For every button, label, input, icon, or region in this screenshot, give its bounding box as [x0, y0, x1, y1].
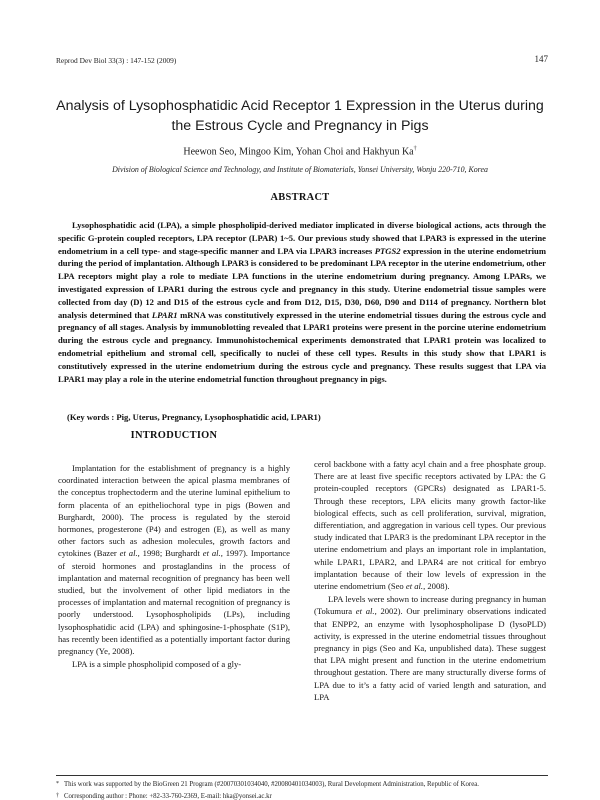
footnote-divider — [56, 775, 548, 776]
intro-paragraph-2-continued — [314, 458, 546, 592]
intro-paragraph-1 — [58, 462, 290, 657]
footnote-text: This work was supported by the BioGreen 21 Program (#20070301034040, #20080401034003), Rural Development Administration, Republic of Korea. — [64, 781, 479, 788]
paper-title — [40, 96, 560, 136]
running-head: Reprod Dev Biol 33(3) : 147-152 (2009) — [56, 56, 177, 65]
intro-paragraph-2-start: LPA is a simple phospholipid composed of a gly- — [72, 659, 242, 670]
intro-p3-text-a: LPA levels were shown to increase during pregnancy in human (Tokumura — [314, 594, 546, 617]
et-al: et al. — [202, 548, 221, 559]
intro-p2-end: , 2008). — [423, 581, 450, 592]
intro-paragraph-3 — [314, 593, 546, 703]
intro-p1-text-b: , 1998; Burghardt — [137, 548, 203, 559]
corresponding-mark: † — [413, 146, 417, 152]
keywords: (Key words : Pig, Uterus, Pregnancy, Lysophosphatidic acid, LPAR1) — [67, 412, 321, 422]
abstract-body — [58, 219, 546, 385]
title-line-2: the Estrous Cycle and Pregnancy in Pigs — [171, 118, 429, 134]
footnote-funding — [56, 780, 548, 790]
abstract-heading: ABSTRACT — [270, 192, 330, 203]
abstract-text-3: mRNA was constitutively expressed in the uterine endometrial tissues during the estrous cycle and pregnancy of all stages. Analysis by immunoblotting revealed that LPAR1 proteins were present in the porcine uterine endometrium during the estrous cycle and pregnancy. Immunohistochemical experiments demonstrated that LPAR1 protein was localized to endometrial epithelium and stromal cell, specifically to nuclei of these cell types. Results in this study show that LPAR1 is constitutively expressed in the uterine endometrium during the estrous cycle and pregnancy. These results suggest that LPA via LPAR1 may play a role in the uterine endometrial function throughout pregnancy in pigs. — [58, 309, 546, 384]
et-al: et al. — [405, 581, 424, 592]
abstract-text-2: expression in the uterine endometrium during the period of implantation. Although LPAR3 is considered to be predominant LPA receptor in the uterine endometrium, other LPA receptors might play a role to mediate LPA functions in the uterine endometrium during pregnancy. Among LPARs, we investigated expression of LPAR1 during the estrous cycle and pregnancy in this study. Uterine endometrial tissue samples were collected from day (D) 12 and D15 of the estrous cycle and from D12, D15, D30, D60, D90 and D114 of pregnancy. Northern blot analysis determined that — [58, 245, 546, 320]
footnote-corresponding — [56, 792, 548, 800]
author-list — [0, 146, 600, 157]
introduction-heading: INTRODUCTION — [130, 430, 218, 441]
intro-p3-text-b: , 2002). Our preliminary observations indicated that ENPP2, an enzyme with lysophospholipase D (lysoPLD) activity, is expressed in the uterine endometrial tissues throughout pregnancy in pigs (Seo and Ka, unpublished data). These suggest that LPA might present and function in the uterine endometrium throughout gestation. There are many structurally diverse forms of LPA due to it’s a fatty acid of varied length and saturation, and LPA — [314, 606, 546, 702]
intro-p1-text-a: Implantation for the establishment of pregnancy is a highly coordinated interaction between the apical plasma membranes of the conceptus trophectoderm and the uterine luminal epithelium to form placenta of an epitheliochoral type in pigs (Bowen and Burghardt, 2000). The process is regulated by the steroid hormones, progesterone (P4) and estrogen (E), as well as many other factors such as adhesion molecules, growth factors and cytokines (Bazer — [58, 463, 290, 559]
intro-p2-text: cerol backbone with a fatty acyl chain and a free phosphate group. There are at least five specific receptors activated by LPA: the G protein-coupled receptors (GPCRs) designated as LPAR1-5. Through these receptors, LPA elicits many growth factor-like biological effects, such as cell proliferation, survival, migration, differentiation, and aggregation in various cell types. Our previous study indicated that LPAR3 is the predominant LPA receptor in the uterine endometrium and plays an important role in implantation, while LPAR1, LPAR2, and LPAR4 are not critical for embryo implantation because of their low levels of expression in the uterine endometrium (Seo — [314, 459, 546, 592]
footnote-mark: * — [56, 781, 59, 787]
et-al: et al. — [355, 606, 375, 617]
affiliation: Division of Biological Science and Technology, and Institute of Biomaterials, Yonsei University, Wonju 220-710, Korea — [112, 165, 488, 174]
page-number: 147 — [534, 54, 548, 64]
left-column — [58, 462, 290, 670]
abstract-text-1: Lysophosphatidic acid (LPA), a simple phospholipid-derived mediator implicated in diverse biological actions, acts through the specific G-protein coupled receptors, LPA receptor (LPAR) 1~5. Our previous study showed that LPAR3 is expressed in the uterine endometrium in a cell type- and stage-specific manner and LPA via LPAR3 increases — [58, 220, 546, 256]
right-column — [314, 458, 546, 703]
et-al: et al. — [119, 548, 138, 559]
abstract-gene-lpar1: LPAR1 — [151, 309, 178, 320]
footnote-mark: † — [56, 793, 59, 799]
footnote-text: Corresponding author : Phone: +82-33-760-2369, E-mail: hka@yonsei.ac.kr — [64, 793, 272, 800]
title-line-1: Analysis of Lysophosphatidic Acid Receptor 1 Expression in the Uterus during — [56, 98, 544, 114]
footnotes — [56, 780, 548, 800]
author-names: Heewon Seo, Mingoo Kim, Yohan Choi and Hakhyun Ka — [183, 146, 414, 158]
intro-p1-text-c: , 1997). Importance of steroid hormones and prostaglandins in the process of implantation and maternal recognition of pregnancy has been well studied, but the involvement of other lipid mediators in the processes of implantation and maternal recognition of pregnancy is poorly understood. Lysophospholipids (LPs), including lysophosphatidic acid (LPA) and sphingosine-1-phosphate (S1P), has recently been identified as a potentially important factor during pregnancy (Ye, 2008). — [58, 548, 290, 657]
abstract-gene-ptgs2: PTGS2 — [374, 245, 401, 256]
